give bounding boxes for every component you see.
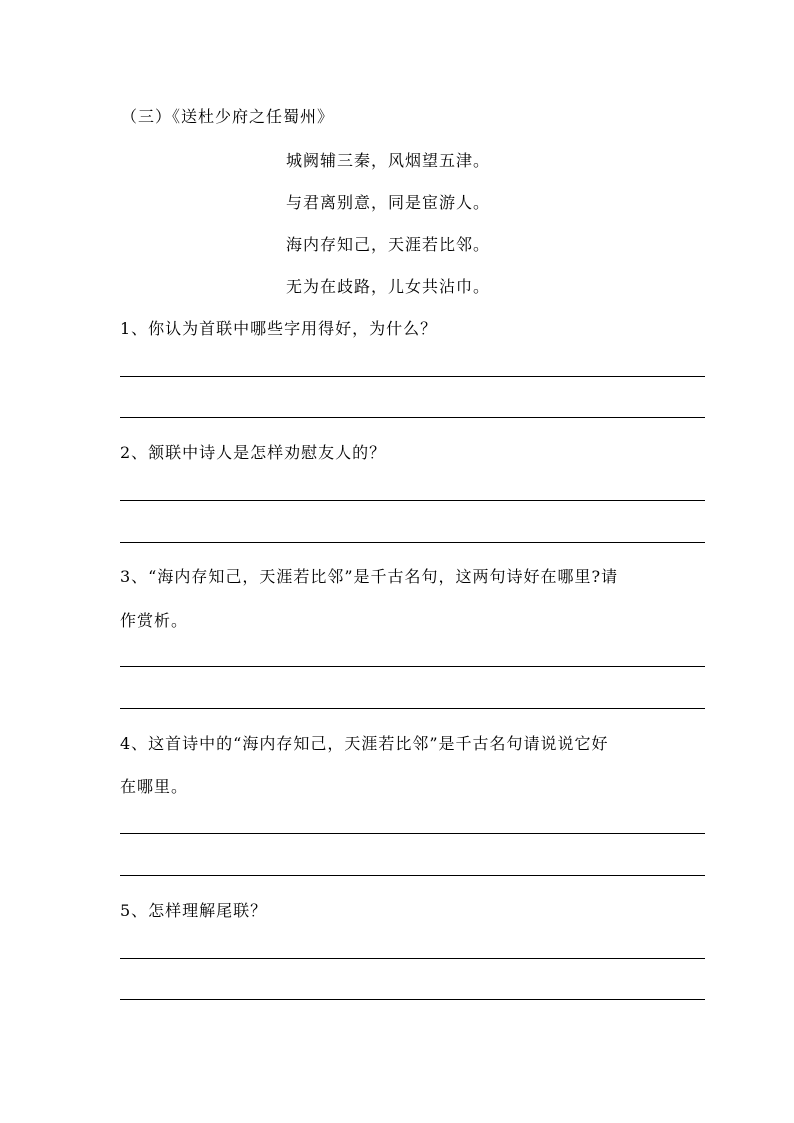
poem-line-4: 无为在歧路，儿女共沾巾。 [286,277,491,296]
question-5: 5、怎样理解尾联？ [120,901,268,920]
question-4-line-1: 4、这首诗中的“海内存知己，天涯若比邻”是千古名句请说说它好 [120,734,609,753]
question-2: 2、颔联中诗人是怎样劝慰友人的？ [120,443,387,462]
answer-line-2b[interactable] [120,542,705,543]
answer-line-5b[interactable] [120,999,705,1000]
answer-line-1b[interactable] [120,417,705,418]
question-3-line-1: 3、“海内存知己，天涯若比邻”是千古名句，这两句诗好在哪里?请 [120,567,619,586]
answer-line-3b[interactable] [120,708,705,709]
answer-line-2a[interactable] [120,500,705,501]
answer-line-1a[interactable] [120,376,705,377]
answer-line-5a[interactable] [120,958,705,959]
section-title: （三）《送杜少府之任蜀州》 [121,107,335,126]
question-1: 1、你认为首联中哪些字用得好，为什么？ [120,319,438,338]
question-4-line-2: 在哪里。 [120,777,189,796]
answer-line-4a[interactable] [120,833,705,834]
answer-line-4b[interactable] [120,875,705,876]
poem-line-3: 海内存知己，天涯若比邻。 [286,235,491,254]
poem-line-1: 城阙辅三秦，风烟望五津。 [286,151,491,170]
poem-line-2: 与君离别意，同是宦游人。 [286,193,491,212]
question-3-line-2: 作赏析。 [120,611,189,630]
answer-line-3a[interactable] [120,666,705,667]
